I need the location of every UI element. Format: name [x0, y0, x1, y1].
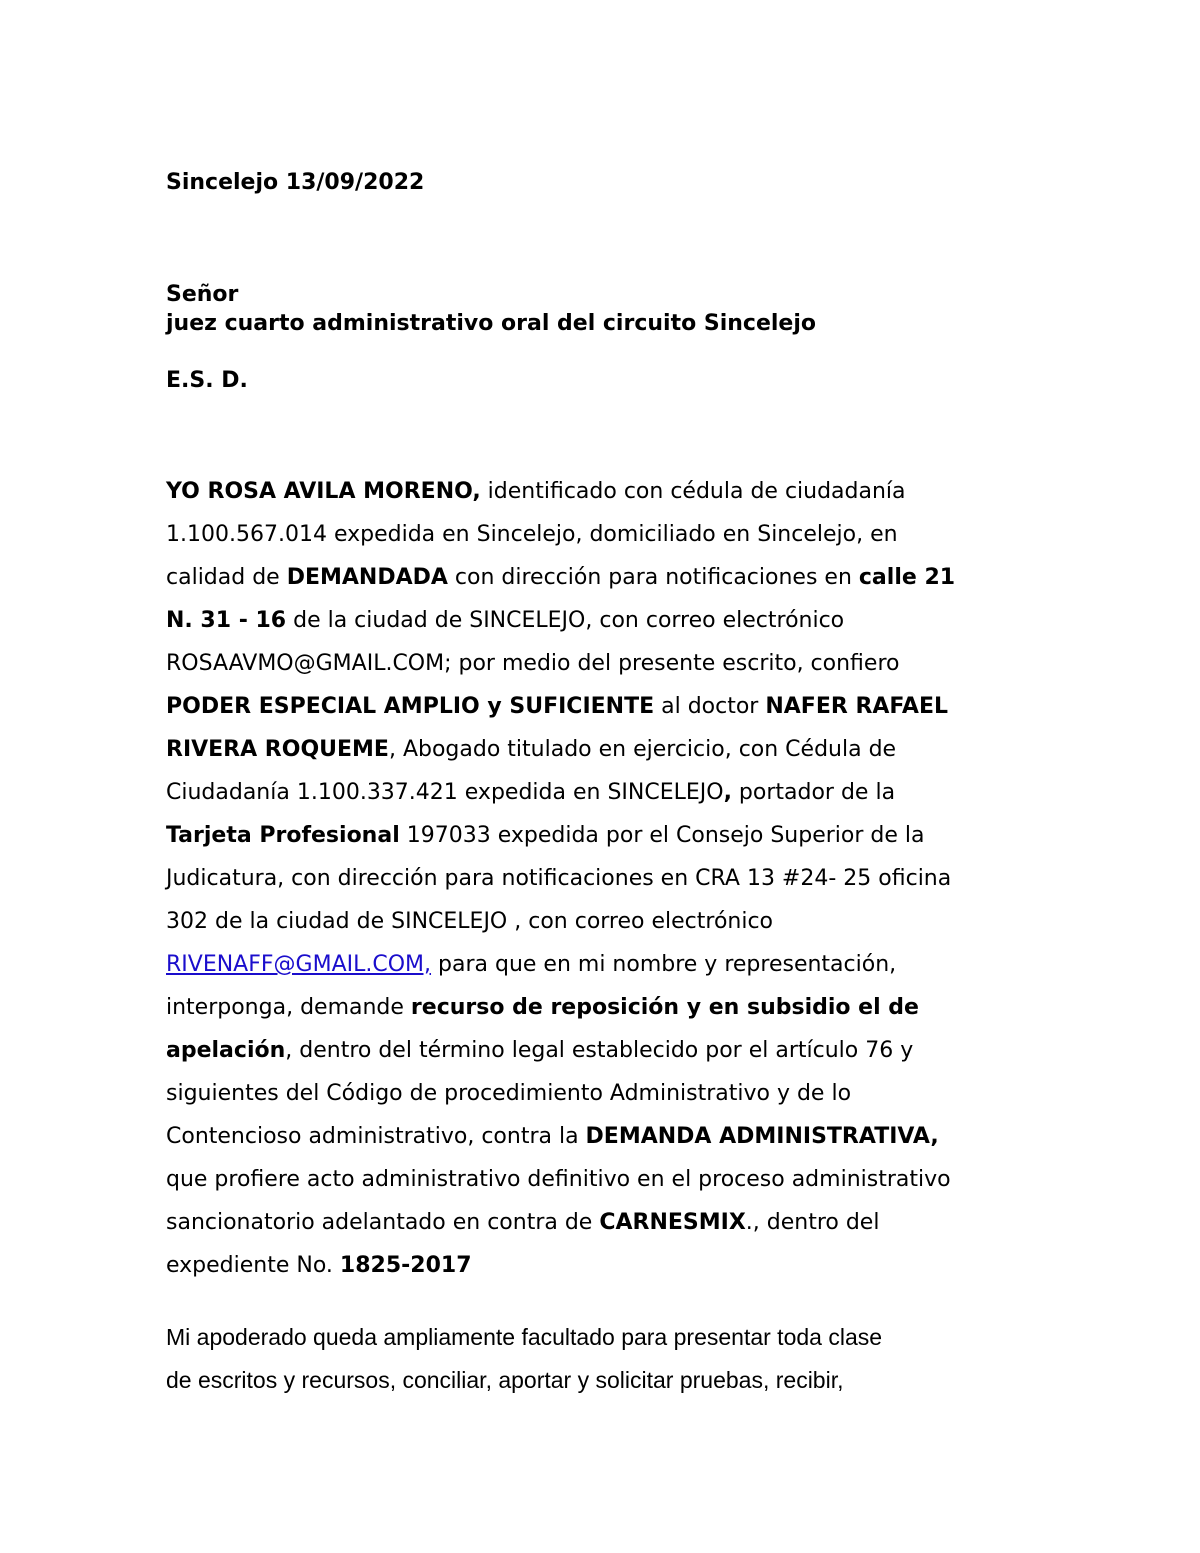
body-line: sancionatorio adelantado en contra de CARNESMIX., dentro del [166, 1210, 880, 1235]
body-line: expediente No. 1825-2017 [166, 1253, 472, 1278]
body-line: Judicatura, con dirección para notificaciones en CRA 13 #24- 25 oficina [166, 866, 952, 891]
closing-line: Mi apoderado queda ampliamente facultado para presentar toda clase [166, 1324, 883, 1350]
addressee: juez cuarto administrativo oral del circuito Sincelejo [166, 311, 816, 336]
body-line: PODER ESPECIAL AMPLIO y SUFICIENTE al doctor NAFER RAFAEL [166, 694, 948, 719]
body-line: RIVENAFF@GMAIL.COM, para que en mi nombre y representación, [166, 952, 897, 977]
body-line: Contencioso administrativo, contra la DEMANDA ADMINISTRATIVA, [166, 1124, 939, 1149]
salutation: Señor [166, 282, 239, 307]
date-line: Sincelejo 13/09/2022 [166, 170, 425, 195]
body-line: calidad de DEMANDADA con dirección para notificaciones en calle 21 [166, 565, 956, 590]
body-line: N. 31 - 16 de la ciudad de SINCELEJO, con correo electrónico [166, 608, 845, 633]
body-line: ROSAAVMO@GMAIL.COM; por medio del presente escrito, confiero [166, 651, 900, 676]
email-link[interactable]: RIVENAFF@GMAIL.COM, [166, 952, 432, 977]
body-line: YO ROSA AVILA MORENO, identificado con cédula de ciudadanía [166, 479, 906, 504]
body-paragraph [166, 470, 1033, 1287]
body-line: 1.100.567.014 expedida en Sincelejo, domiciliado en Sincelejo, en [166, 522, 898, 547]
esd-line: E.S. D. [166, 368, 248, 393]
body-line: Ciudadanía 1.100.337.421 expedida en SINCELEJO, portador de la [166, 780, 896, 805]
closing-paragraph [166, 1316, 1066, 1402]
body-line: apelación, dentro del término legal establecido por el artículo 76 y [166, 1038, 914, 1063]
grantor-name: YO ROSA AVILA MORENO, [166, 479, 481, 504]
closing-line: de escritos y recursos, conciliar, aportar y solicitar pruebas, recibir, [166, 1367, 844, 1393]
body-line: Tarjeta Profesional 197033 expedida por el Consejo Superior de la [166, 823, 925, 848]
body-line: 302 de la ciudad de SINCELEJO , con correo electrónico [166, 909, 774, 934]
body-line: interponga, demande recurso de reposición y en subsidio el de [166, 995, 919, 1020]
body-line: que profiere acto administrativo definitivo en el proceso administrativo [166, 1167, 951, 1192]
body-line: siguientes del Código de procedimiento Administrativo y de lo [166, 1081, 852, 1106]
body-line: RIVERA ROQUEME, Abogado titulado en ejercicio, con Cédula de [166, 737, 897, 762]
